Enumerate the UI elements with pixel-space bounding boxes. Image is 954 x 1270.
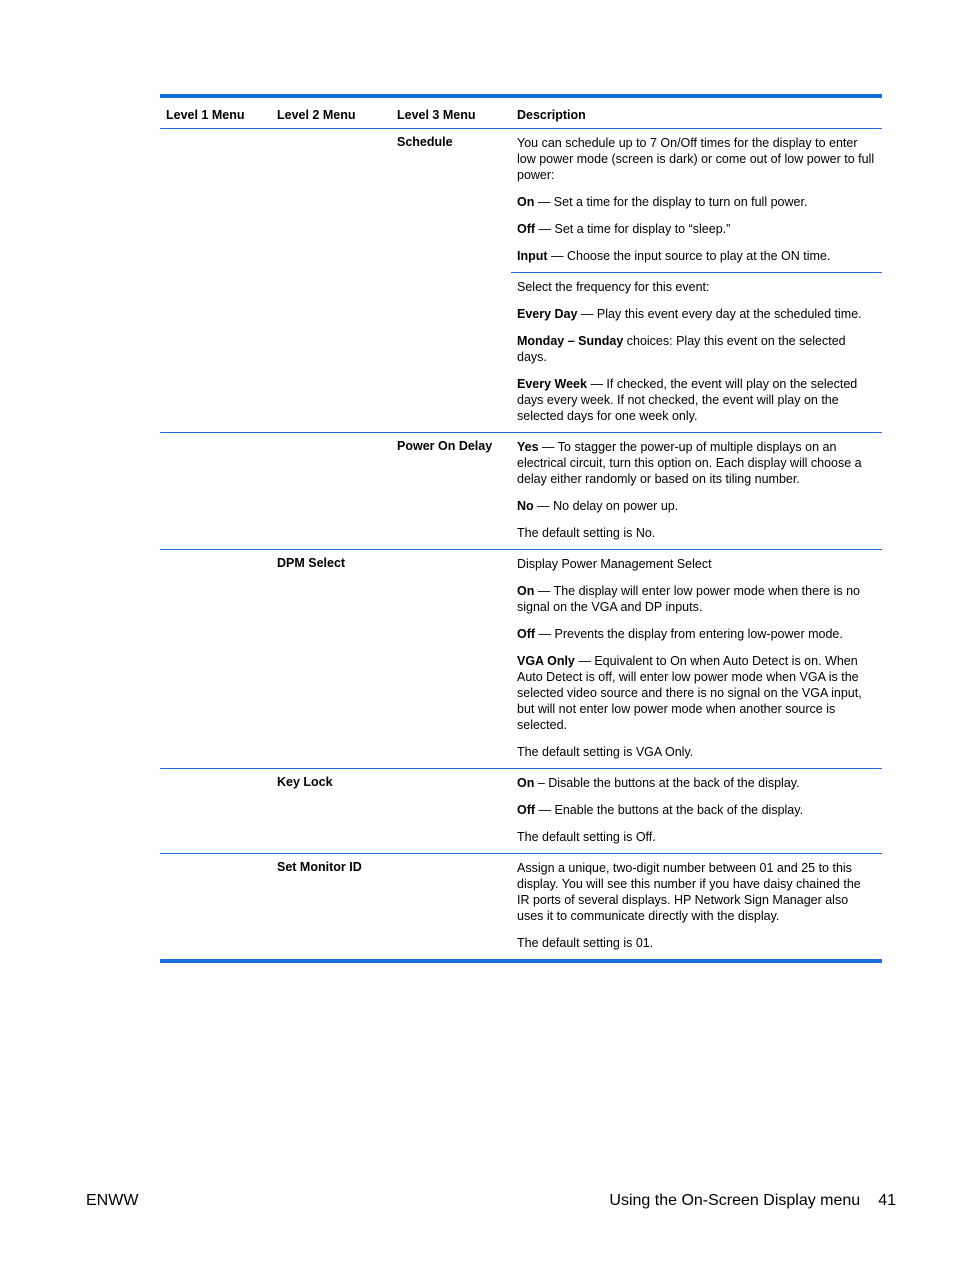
description-block	[511, 129, 882, 272]
option-text: Select the frequency for this event:	[517, 280, 710, 294]
cell-level2	[271, 129, 391, 432]
option-text: — To stagger the power-up of multiple displays on an electrical circuit, turn this option on. Each display will choose a delay either randomly or based on its tiling number.	[517, 440, 862, 486]
option-name: On	[517, 195, 535, 209]
description-paragraph	[517, 556, 876, 572]
description-paragraph	[517, 802, 876, 818]
cell-level1	[160, 433, 271, 549]
option-name: Yes	[517, 440, 539, 454]
option-text: — Equivalent to On when Auto Detect is on. When Auto Detect is off, will enter low power mode when VGA is the selected video source and there is no signal on the VGA input, but will not enter low power mode when another source is selected.	[517, 654, 862, 732]
footer-section: Using the On-Screen Display menu	[609, 1192, 861, 1209]
option-text: — Set a time for display to “sleep.”	[535, 222, 731, 236]
option-name: On	[517, 584, 535, 598]
option-text: — If checked, the event will play on the selected days every week. If not checked, the event will play on the selected days for one week only.	[517, 377, 858, 423]
description-paragraph	[517, 376, 876, 424]
description-paragraph	[517, 306, 876, 322]
description-paragraph	[517, 860, 876, 924]
option-text: — No delay on power up.	[533, 499, 679, 513]
description-paragraph	[517, 194, 876, 210]
description-paragraph	[517, 775, 876, 791]
cell-description	[511, 129, 882, 432]
footer-left: ENWW	[86, 1192, 139, 1209]
header-level1: Level 1 Menu	[166, 108, 245, 122]
description-paragraph	[517, 439, 876, 487]
description-block	[511, 769, 882, 853]
description-paragraph	[517, 498, 876, 514]
option-text: Display Power Management Select	[517, 557, 712, 571]
table-row	[160, 433, 882, 550]
page-number: 41	[878, 1192, 896, 1209]
description-paragraph	[517, 333, 876, 365]
cell-level1	[160, 854, 271, 959]
option-text: choices: Play this event on the selected days.	[517, 334, 846, 364]
option-text: Assign a unique, two-digit number between 01 and 25 to this display. You will see this number if you have daisy chained the IR ports of several displays. HP Network Sign Manager also uses it to communicate directly with the display.	[517, 861, 861, 923]
description-paragraph	[517, 935, 876, 951]
option-text: The default setting is No.	[517, 526, 656, 540]
option-text: — Choose the input source to play at the ON time.	[547, 249, 831, 263]
description-paragraph	[517, 626, 876, 642]
description-paragraph	[517, 653, 876, 733]
option-text: You can schedule up to 7 On/Off times for the display to enter low power mode (screen is dark) or come out of low power to full power:	[517, 136, 875, 182]
option-name: Every Week	[517, 377, 587, 391]
description-block	[511, 433, 882, 549]
cell-description	[511, 854, 882, 959]
option-name: On	[517, 776, 535, 790]
option-text: The default setting is VGA Only.	[517, 745, 694, 759]
cell-level2: Key Lock	[277, 775, 333, 789]
description-paragraph	[517, 583, 876, 615]
option-text: The default setting is Off.	[517, 830, 656, 844]
footer-right	[609, 1192, 896, 1210]
table-row	[160, 129, 882, 433]
option-text: The default setting is 01.	[517, 936, 654, 950]
header-description: Description	[517, 108, 586, 122]
option-text: — Prevents the display from entering low-power mode.	[535, 627, 843, 641]
table-row	[160, 769, 882, 854]
description-paragraph	[517, 525, 876, 541]
cell-level1	[160, 769, 271, 853]
table-row	[160, 550, 882, 769]
option-text: — Set a time for the display to turn on full power.	[534, 195, 808, 209]
option-name: Off	[517, 627, 536, 641]
description-paragraph	[517, 744, 876, 760]
option-text: — Play this event every day at the scheduled time.	[577, 307, 862, 321]
cell-level3: Schedule	[397, 135, 453, 149]
cell-level3	[391, 550, 511, 768]
option-text: — The display will enter low power mode when there is no signal on the VGA and DP inputs.	[517, 584, 860, 614]
cell-level3	[391, 854, 511, 959]
cell-level3: Power On Delay	[397, 439, 493, 453]
description-block	[511, 272, 882, 432]
description-block	[511, 854, 882, 959]
cell-level1	[160, 129, 271, 432]
cell-description	[511, 769, 882, 853]
option-name: No	[517, 499, 534, 513]
cell-level3	[391, 769, 511, 853]
header-level2: Level 2 Menu	[277, 108, 356, 122]
option-name: Input	[517, 249, 548, 263]
cell-description	[511, 433, 882, 549]
cell-level2	[271, 433, 391, 549]
description-block	[511, 550, 882, 768]
option-text: — Enable the buttons at the back of the display.	[535, 803, 804, 817]
header-level3: Level 3 Menu	[397, 108, 476, 122]
description-paragraph	[517, 248, 876, 264]
option-name: Every Day	[517, 307, 578, 321]
table-row	[160, 854, 882, 959]
option-name: VGA Only	[517, 654, 575, 668]
cell-level2: DPM Select	[277, 556, 346, 570]
osd-menu-table	[160, 94, 882, 963]
cell-level1	[160, 550, 271, 768]
table-header	[160, 98, 882, 129]
description-paragraph	[517, 279, 876, 295]
table-body	[160, 129, 882, 959]
cell-description	[511, 550, 882, 768]
description-paragraph	[517, 221, 876, 237]
cell-level2: Set Monitor ID	[277, 860, 362, 874]
option-name: Off	[517, 803, 536, 817]
option-name: Off	[517, 222, 536, 236]
description-paragraph	[517, 135, 876, 183]
description-paragraph	[517, 829, 876, 845]
option-name: Monday – Sunday	[517, 334, 624, 348]
option-text: – Disable the buttons at the back of the display.	[534, 776, 800, 790]
